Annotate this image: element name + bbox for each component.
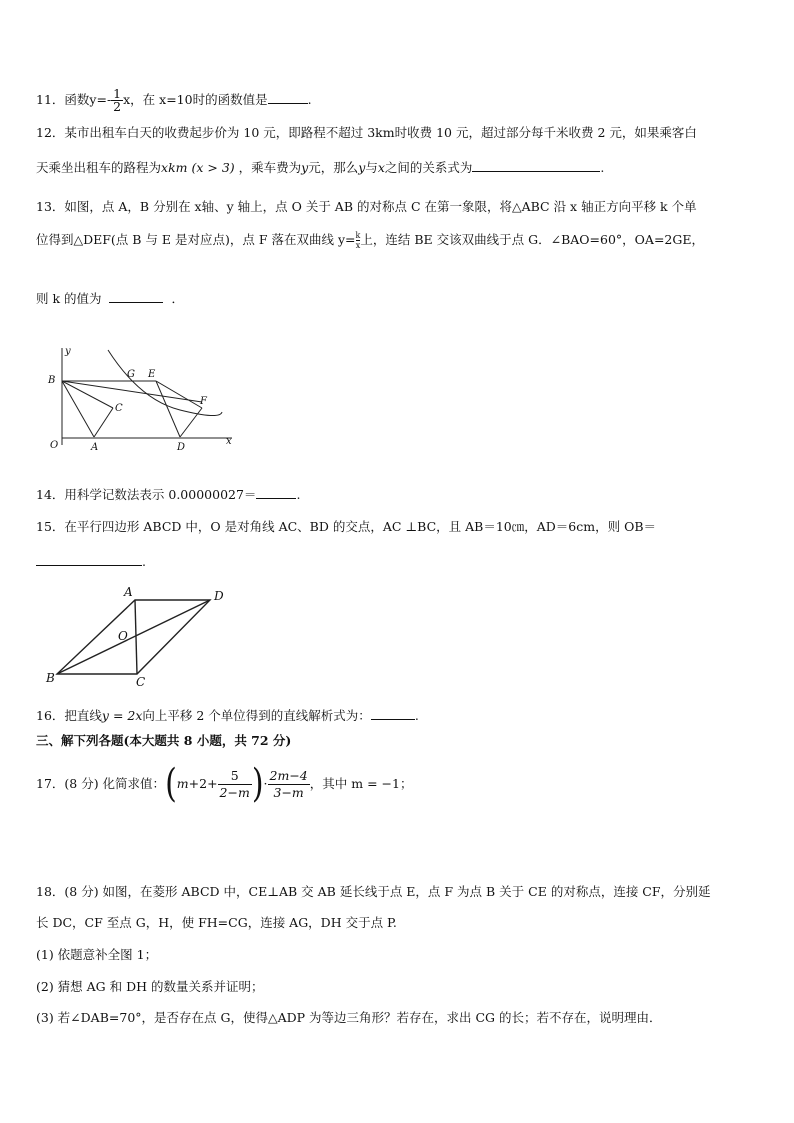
q17-f2-num: 2m−4 <box>269 768 308 783</box>
q13-text-b: 上，连结 BE 交该双曲线于点 G．∠BAO=60°，OA=2GE， <box>360 232 704 247</box>
q11-answer-blank[interactable] <box>268 91 308 104</box>
question-13-line3 <box>36 290 184 308</box>
q16-answer-blank[interactable] <box>371 707 415 720</box>
q12-end: . <box>600 160 605 175</box>
q17-dot: · <box>263 776 268 791</box>
q17-f1-num: 5 <box>218 768 252 785</box>
q11-end: . <box>307 92 312 107</box>
q12-text-h: 与 <box>365 160 378 175</box>
q13-text-a: 位得到△DEF(点 B 与 E 是对应点)，点 F 落在双曲线 y= <box>36 232 356 247</box>
q13-text-k: 则 k 的值为 <box>36 291 102 306</box>
q15-end: . <box>142 554 146 569</box>
section-3-heading: 三、解下列各题(本大题共 8 小题，共 72 分) <box>36 733 292 748</box>
q17-left-paren: ( <box>165 761 177 807</box>
q13-frac-num: k <box>355 231 361 240</box>
diagonal-AC <box>135 600 137 674</box>
question-11 <box>36 88 312 113</box>
q12-var-x: x <box>377 160 385 175</box>
q16-text-a: 16．把直线 <box>36 708 102 723</box>
q17-tail: ，其中 m = −1； <box>309 776 413 791</box>
q14-end: . <box>296 487 301 502</box>
label-y: y <box>65 346 71 357</box>
q12-var-y: y <box>301 160 309 175</box>
label-B: B <box>46 671 55 685</box>
q13-frac-den: x <box>355 241 361 250</box>
label-D: D <box>214 589 224 603</box>
q12-text-d: ，乘车费为 <box>238 160 302 175</box>
q13-answer-blank[interactable] <box>109 290 163 303</box>
label-x: x <box>226 436 232 447</box>
question-17 <box>36 761 413 807</box>
q16-end: . <box>414 708 419 723</box>
label-B: B <box>48 375 56 386</box>
question-18-line1: 18．(8 分) 如图，在菱形 ABCD 中，CE⊥AB 交 AB 延长线于点 E，点 F 为点 B 关于 CE 的对称点，连接 CF，分别延 <box>36 884 711 899</box>
label-A: A <box>91 442 99 453</box>
q17-fraction-1 <box>218 768 252 801</box>
q12-var-xkm: xkm <box>161 160 188 175</box>
question-18-item-1: (1) 依题意补全图 1； <box>36 947 158 962</box>
q12-text-a: 天乘坐出租车的路程为 <box>36 160 162 175</box>
q15-figure <box>44 584 244 688</box>
label-A: A <box>124 585 133 599</box>
label-O: O <box>118 629 128 643</box>
q14-text: 14．用科学记数法表示 0.00000027＝ <box>36 487 257 502</box>
q12-condition: (x > 3) <box>191 160 235 175</box>
q17-fraction-2 <box>268 768 310 801</box>
q17-var-m: m <box>176 776 189 791</box>
question-18-item-3: (3) 若∠DAB=70°，是否存在点 G，使得△ADP 为等边三角形？若存在，求出 CG 的长；若不存在，说明理由． <box>36 1010 662 1025</box>
question-16 <box>36 707 419 725</box>
q12-text-j: 之间的关系式为 <box>384 160 473 175</box>
q16-equation: y = 2x <box>101 708 143 723</box>
label-G: G <box>127 369 135 380</box>
label-C: C <box>115 403 123 414</box>
q17-f2-den: 3−m <box>273 785 304 800</box>
q11-frac-num: 1 <box>113 86 122 101</box>
label-D: D <box>177 442 186 453</box>
question-13-line1: 13．如图，点 A，B 分别在 x轴、y 轴上，点 O 关于 AB 的对称点 C 在第一象限，将△ABC 沿 x 轴正方向平移 k 个单 <box>36 199 697 214</box>
question-12-line1: 12．某市出租车白天的收费起步价为 10 元，即路程不超过 3km时收费 10 元，超过部分每千米收费 2 元，如果乘客白 <box>36 125 697 140</box>
question-18-item-2: (2) 猜想 AG 和 DH 的数量关系并证明； <box>36 979 264 994</box>
question-15-line2 <box>36 553 146 571</box>
q11-prefix: 11．函数 <box>36 92 90 107</box>
question-18-line2: 长 DC，CF 至点 G，H，使 FH=CG，连接 AG，DH 交于点 P. <box>36 915 397 930</box>
question-15-line1: 15．在平行四边形 ABCD 中，O 是对角线 AC、BD 的交点，AC ⊥BC，且 AB＝10㎝，AD＝6cm，则 OB＝ <box>36 519 657 534</box>
q13-figure <box>40 340 240 455</box>
q12-answer-blank[interactable] <box>472 159 600 172</box>
label-E: E <box>148 369 156 380</box>
q11-fraction <box>111 88 123 113</box>
q13-end: ． <box>171 291 184 306</box>
q11-func-lhs: y=- <box>89 92 112 107</box>
q16-text-c: 向上平移 2 个单位得到的直线解析式为： <box>142 708 371 723</box>
q17-text-a: 17．(8 分) 化简求值： <box>36 776 166 791</box>
q12-text-f: 元，那么 <box>308 160 359 175</box>
q14-answer-blank[interactable] <box>256 486 296 499</box>
segment-AC <box>94 408 113 437</box>
q17-f1-den: 2−m <box>219 785 250 800</box>
q17-right-paren: ) <box>251 761 264 807</box>
q12-var-y2: y <box>358 160 366 175</box>
label-C: C <box>136 675 146 688</box>
question-13-line2 <box>36 231 704 250</box>
diagonal-BD <box>57 600 210 674</box>
q11-frac-den: 2 <box>113 99 122 114</box>
question-14 <box>36 486 300 504</box>
q17-plus2: +2+ <box>188 776 218 791</box>
segment-B-to-F <box>62 381 202 402</box>
question-12-line2 <box>36 159 604 177</box>
label-F: F <box>200 396 207 407</box>
q15-answer-blank[interactable] <box>36 553 142 566</box>
label-O: O <box>50 440 59 451</box>
q11-func-rhs: x，在 x=10时的函数值是 <box>123 92 268 107</box>
